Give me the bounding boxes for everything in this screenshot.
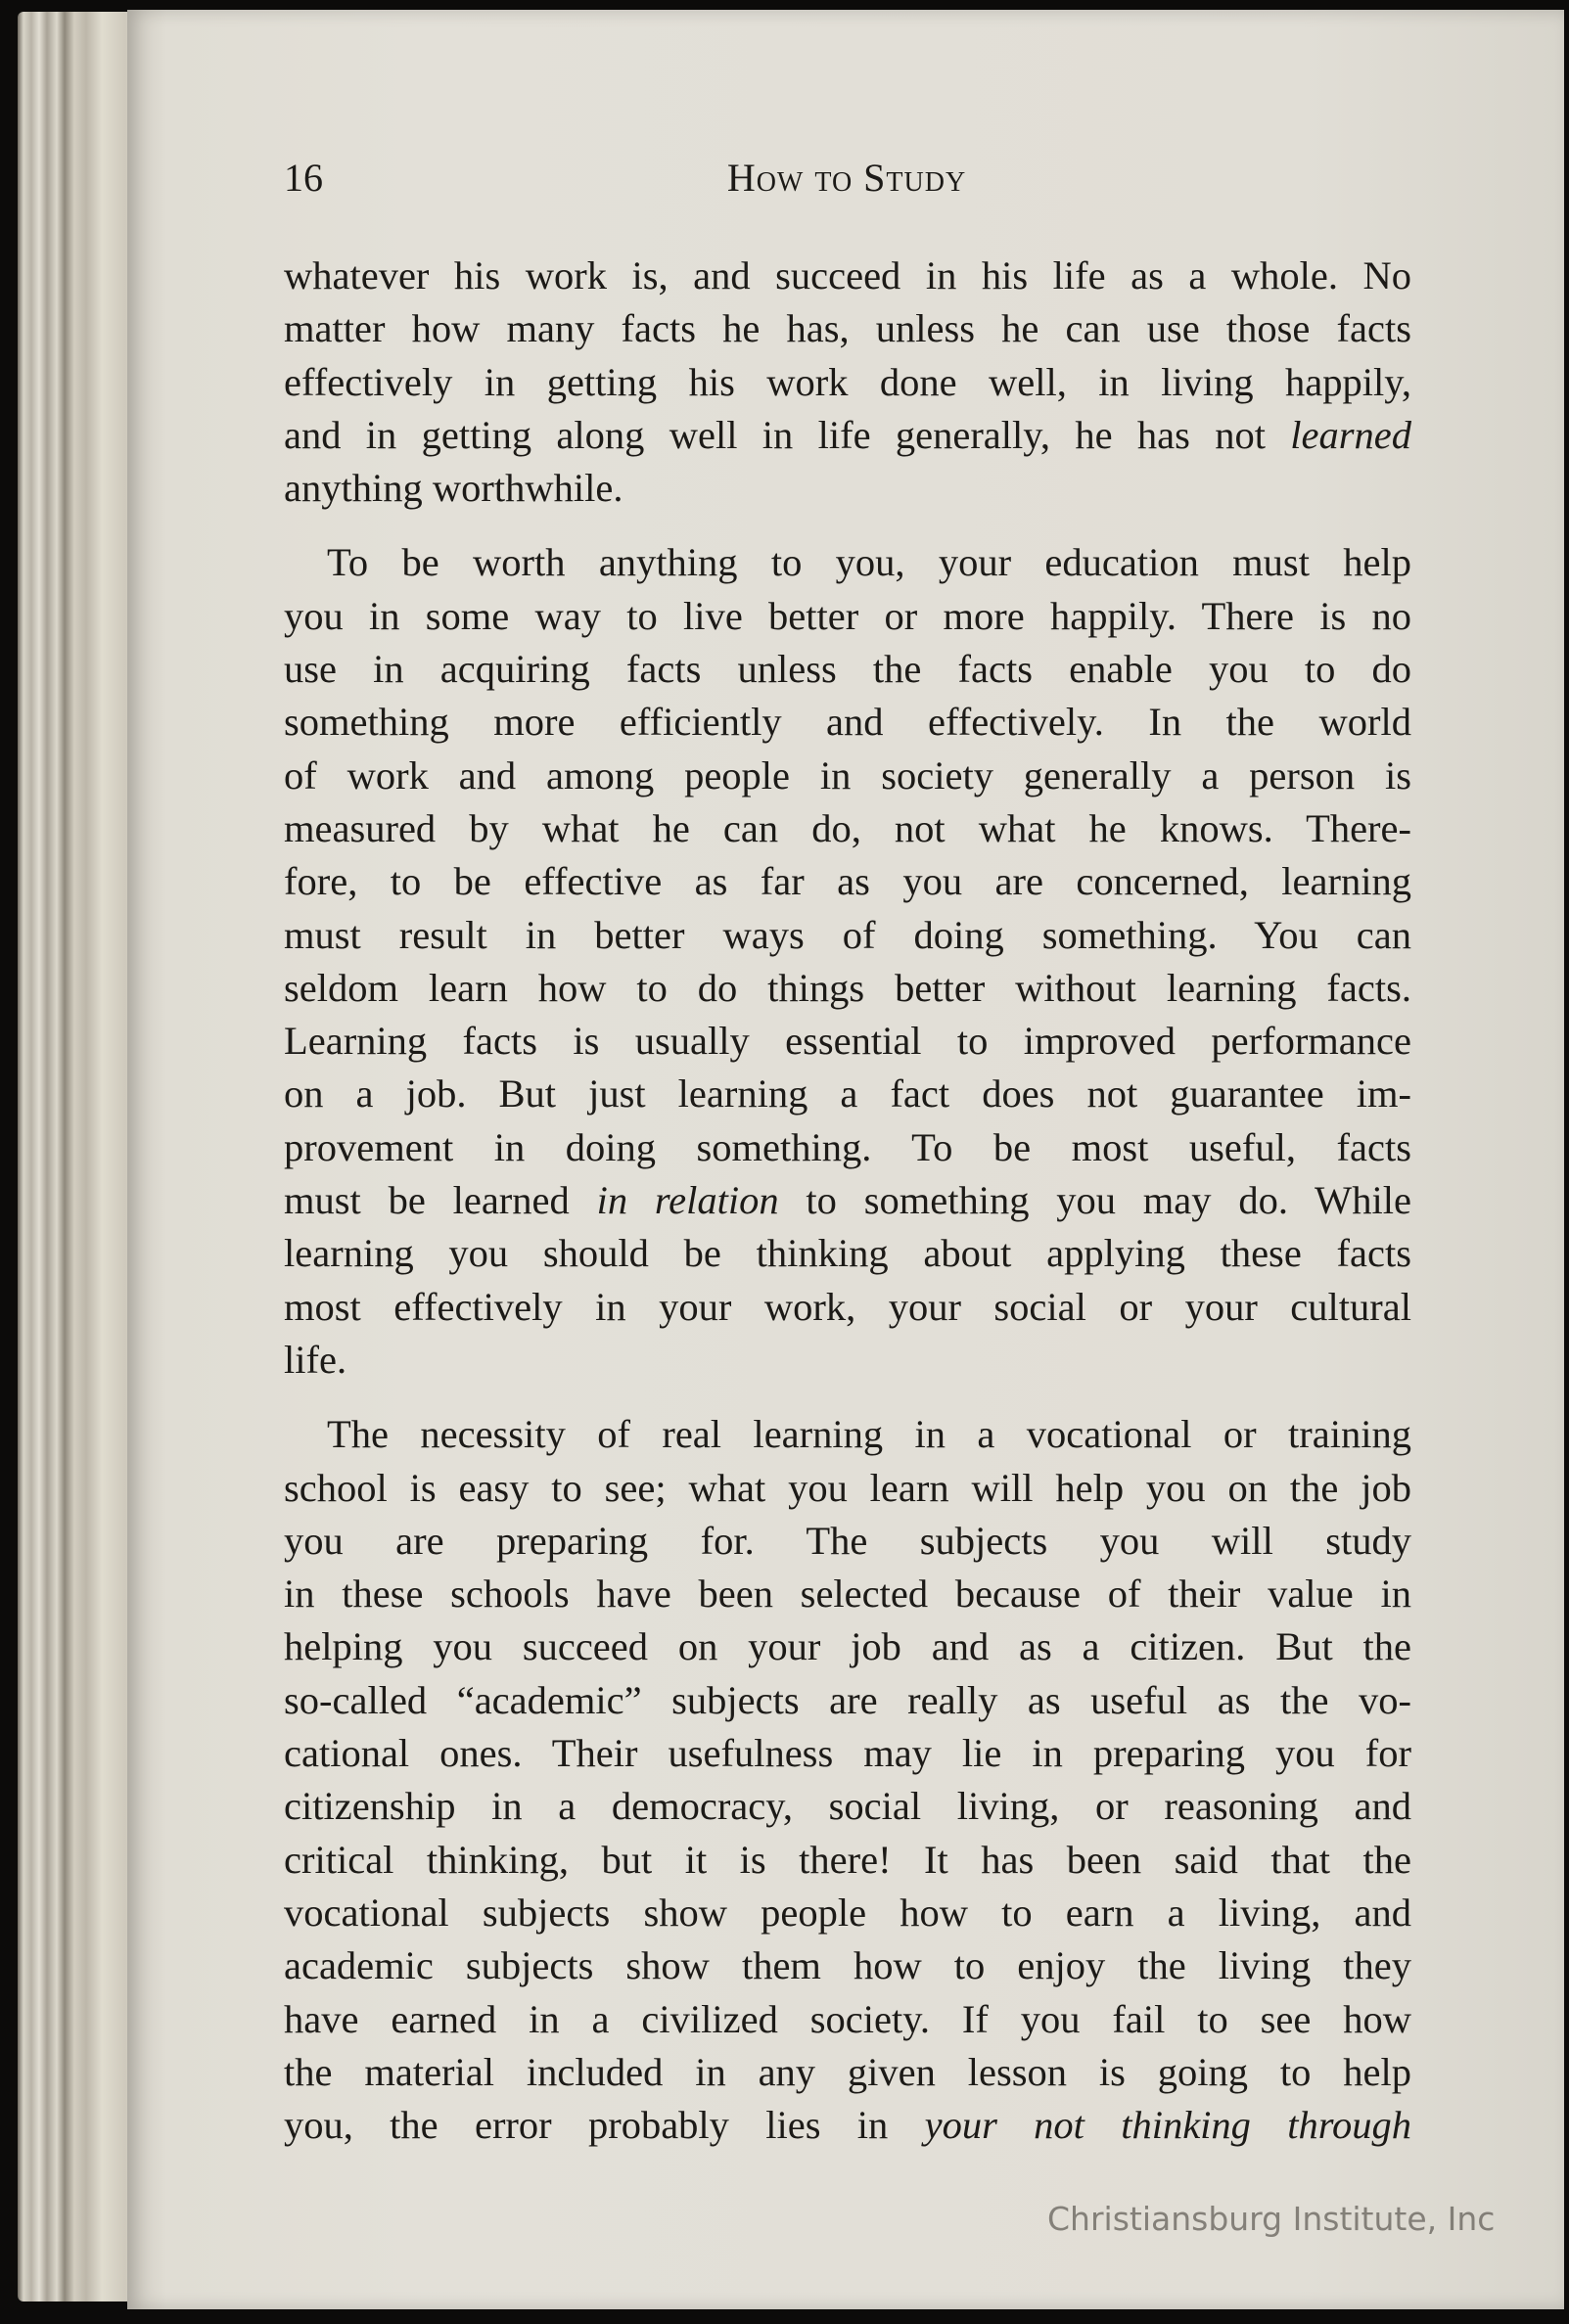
text-line: vocational subjects show people how to earn a living, and [284,1890,1411,1935]
text-segment: and in getting along well in life generally, he has not [284,412,1291,457]
watermark: Christiansburg Institute, Inc [1047,2200,1496,2238]
text-segment: you, the error probably lies in [284,2103,925,2148]
text-line: The necessity of real learning in a vocational or training [327,1412,1411,1457]
text-line: effectively in getting his work done well, in living happily, [284,359,1411,404]
text-line: academic subjects show them how to enjoy the living they [284,1943,1411,1988]
text-line: you in some way to live better or more happily. There is no [284,593,1411,638]
text-line: so-called “academic” subjects are really as useful as the vo- [284,1677,1411,1722]
text-line: must result in better ways of doing something. You can [284,912,1411,957]
text-line: measured by what he can do, not what he knows. There- [284,805,1411,850]
text-line: most effectively in your work, your social or your cultural [284,1284,1411,1329]
text-line: of work and among people in society generally a person is [284,752,1411,797]
text-line: whatever his work is, and succeed in his life as a whole. No [284,253,1411,297]
text-line: use in acquiring facts unless the facts enable you to do [284,647,1411,692]
text-line: matter how many facts he has, unless he can use those facts [284,306,1411,351]
text-line [284,2099,1411,2152]
text-line: helping you succeed on your job and as a citizen. But the [284,1624,1411,1669]
text-line: fore, to be effective as far as you are concerned, learning [284,859,1411,904]
text-line: cational ones. Their usefulness may lie in preparing you for [284,1731,1411,1776]
text-line: have earned in a civilized society. If you fail to see how [284,1996,1411,2041]
text-line: To be worth anything to you, your education must help [327,540,1411,585]
paragraph-3 [284,1408,1411,2152]
page-number: 16 [284,156,323,200]
paragraph-2 [284,536,1411,1387]
italic-text: learned [1290,412,1411,457]
text-line: something more efficiently and effectively. In the world [284,700,1411,745]
text-line [284,1174,1411,1227]
text-line: anything worthwhile. [284,466,623,511]
text-line: school is easy to see; what you learn will help you on the job [284,1465,1411,1510]
text-line: you are preparing for. The subjects you will study [284,1518,1411,1563]
italic-text: in relation [596,1178,779,1223]
page-header [284,155,1409,213]
text-line: critical thinking, but it is there! It has been said that the [284,1837,1411,1882]
text-line: citizenship in a democracy, social living, or reasoning and [284,1784,1411,1829]
text-segment: to something you may do. While [778,1178,1411,1223]
italic-text: your not thinking through [924,2103,1411,2148]
text-line: on a job. But just learning a fact does not guarantee im- [284,1071,1411,1116]
body-text [284,250,1411,2173]
text-line: life. [284,1337,347,1382]
text-line [284,409,1411,462]
text-line: in these schools have been selected because of their value in [284,1572,1411,1617]
running-title: How to Study [726,156,967,200]
text-line: the material included in any given lesson is going to help [284,2049,1411,2094]
paragraph-1 [284,250,1411,515]
text-line: provement in doing something. To be most useful, facts [284,1124,1411,1169]
text-line: Learning facts is usually essential to improved performance [284,1019,1411,1064]
text-line: learning you should be thinking about applying these facts [284,1231,1411,1276]
text-segment: must be learned [284,1178,597,1223]
text-line: seldom learn how to do things better without learning facts. [284,965,1411,1010]
